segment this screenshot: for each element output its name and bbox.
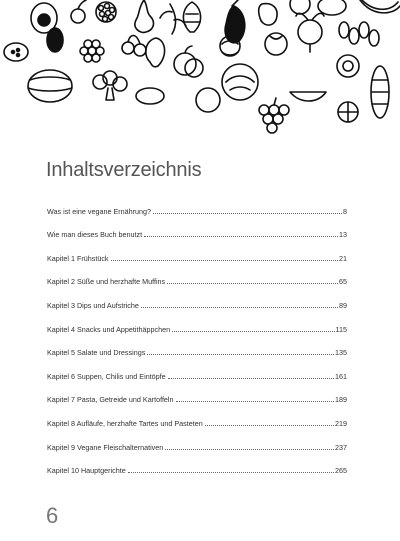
toc-entry-page: 115 bbox=[335, 324, 347, 334]
pear-icon bbox=[135, 0, 154, 32]
toc-entry-label: Kapitel 5 Salate und Dressings bbox=[47, 348, 146, 358]
toc-entry[interactable] bbox=[47, 310, 347, 334]
toc-entry[interactable] bbox=[47, 192, 347, 216]
toc-entry-page: 219 bbox=[335, 418, 347, 428]
watermelon-icon bbox=[28, 70, 72, 102]
toc-entry-label: Kapitel 3 Dips und Aufstriche bbox=[47, 300, 139, 310]
toc-entry-label: Kapitel 4 Snacks und Appetithäppchen bbox=[47, 324, 171, 334]
toc-entry-page: 161 bbox=[335, 371, 347, 381]
pumpkin-icon bbox=[185, 59, 203, 77]
toc-entry-page: 13 bbox=[339, 230, 347, 240]
dot-leader bbox=[141, 307, 338, 308]
page-title: Inhaltsverzeichnis bbox=[46, 159, 202, 182]
citrus-slice-icon bbox=[338, 102, 358, 122]
corn-icon bbox=[371, 66, 389, 118]
toc-entry-label: Kapitel 10 Hauptgerichte bbox=[47, 466, 126, 476]
toc-entry-label: Wie man dieses Buch benutzt bbox=[47, 230, 143, 240]
toc-entry[interactable] bbox=[47, 452, 347, 476]
toc-entry-page: 65 bbox=[339, 277, 347, 287]
toc-entry-page: 8 bbox=[343, 206, 347, 216]
radish-icon bbox=[296, 13, 324, 52]
dot-leader bbox=[168, 378, 334, 379]
kiwi-icon bbox=[136, 88, 164, 104]
toc-entry[interactable] bbox=[47, 404, 347, 428]
banana-icon bbox=[360, 0, 400, 13]
papaya-icon bbox=[4, 43, 28, 61]
toc-entry[interactable] bbox=[47, 357, 347, 381]
leaf-icon bbox=[160, 4, 186, 34]
dot-leader bbox=[172, 331, 334, 332]
dot-leader bbox=[147, 354, 334, 355]
beet-icon bbox=[196, 88, 220, 112]
toc-entry-page: 265 bbox=[335, 466, 347, 476]
melon-slice-icon bbox=[290, 92, 326, 101]
toc-entry-page: 189 bbox=[335, 395, 347, 405]
dot-leader bbox=[165, 449, 334, 450]
toc-entry[interactable] bbox=[47, 216, 347, 240]
raspberry-icon bbox=[96, 2, 116, 22]
basil-icon bbox=[339, 22, 379, 46]
toc-entry-page: 21 bbox=[339, 253, 347, 263]
toc-entry-label: Was ist eine vegane Ernährung? bbox=[47, 206, 152, 216]
grapes-icon bbox=[80, 40, 104, 62]
dot-leader bbox=[167, 283, 338, 284]
toc-entry-label: Kapitel 1 Frühstück bbox=[47, 253, 109, 263]
dot-leader bbox=[205, 425, 334, 426]
dot-leader bbox=[111, 260, 338, 261]
toc-entry-label: Kapitel 7 Pasta, Getreide und Kartoffeln bbox=[47, 395, 174, 405]
toc-entry[interactable] bbox=[47, 334, 347, 358]
cherries-icon bbox=[122, 36, 146, 57]
lemon-icon bbox=[318, 0, 346, 15]
toc-entry-page: 135 bbox=[335, 348, 347, 358]
cherry-icon bbox=[71, 0, 86, 23]
dot-leader bbox=[144, 236, 338, 237]
fruit-vegetable-illustration bbox=[0, 0, 400, 145]
artichoke-icon bbox=[183, 2, 200, 32]
dot-leader bbox=[176, 401, 334, 402]
eggplant-small-icon bbox=[47, 28, 63, 52]
toc-entry[interactable] bbox=[47, 381, 347, 405]
dot-leader bbox=[128, 472, 334, 473]
toc-entry-label: Kapitel 8 Aufläufe, herzhafte Tartes und Pasteten bbox=[47, 418, 203, 428]
page-number: 6 bbox=[46, 503, 59, 528]
fig-icon bbox=[337, 55, 359, 77]
broccoli-icon bbox=[93, 71, 127, 100]
toc-entry[interactable] bbox=[47, 263, 347, 287]
toc-entry-page: 89 bbox=[339, 300, 347, 310]
toc-entry-label: Kapitel 2 Süße und herzhafte Muffins bbox=[47, 277, 166, 287]
onion-icon bbox=[265, 33, 287, 55]
dot-leader bbox=[153, 213, 342, 214]
grape-cluster-icon bbox=[259, 98, 289, 133]
toc-entry-label: Kapitel 6 Suppen, Chilis und Eintöpfe bbox=[47, 371, 166, 381]
toc-entry-label: Kapitel 9 Vegane Fleischalternativen bbox=[47, 442, 164, 452]
orange-icon bbox=[290, 0, 310, 14]
table-of-contents bbox=[47, 192, 347, 475]
toc-entry[interactable] bbox=[47, 286, 347, 310]
toc-entry-page: 237 bbox=[335, 442, 347, 452]
pepper-icon bbox=[259, 4, 277, 25]
toc-entry[interactable] bbox=[47, 239, 347, 263]
avocado-icon bbox=[146, 38, 165, 67]
toc-entry[interactable] bbox=[47, 428, 347, 452]
cabbage-icon bbox=[222, 64, 258, 100]
